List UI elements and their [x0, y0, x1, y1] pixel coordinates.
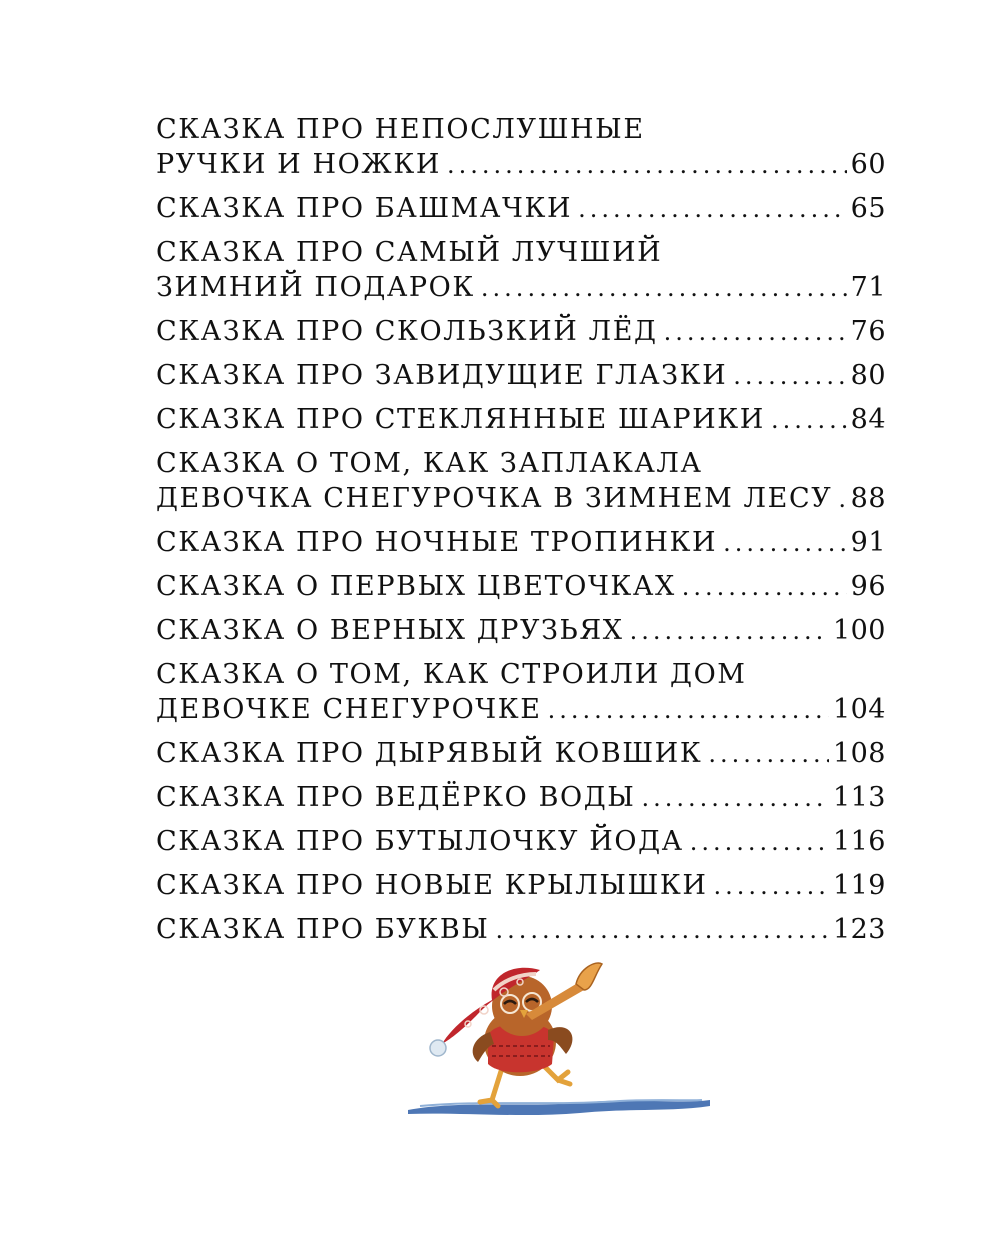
toc-entry-page-number: 88	[850, 483, 886, 514]
dot-leader	[548, 693, 829, 728]
toc-entry	[156, 402, 886, 437]
toc-entry-page-number: 91	[850, 527, 886, 558]
toc-entry-title: ДЕВОЧКЕ СНЕГУРОЧКЕ	[156, 694, 542, 725]
toc-entry	[156, 191, 886, 226]
toc-entry-title: ЗИМНИЙ ПОДАРОК	[156, 272, 475, 303]
owl-leg-left	[480, 1068, 502, 1106]
dot-leader	[714, 869, 829, 904]
toc-entry	[156, 112, 886, 182]
toc-entry-title: РУЧКИ И НОЖКИ	[156, 149, 441, 180]
toc-entry-title-line1: СКАЗКА О ТОМ, КАК ЗАПЛАКАЛА	[156, 448, 703, 479]
dot-leader	[664, 315, 847, 350]
toc-entry-page-number: 96	[850, 571, 886, 602]
toc-entry-title: СКАЗКА ПРО БУКВЫ	[156, 914, 490, 945]
toc-entry-page-number: 76	[850, 316, 886, 347]
toc-entry-page-number: 80	[850, 360, 886, 391]
dot-leader	[690, 825, 829, 860]
toc-entry	[156, 912, 886, 947]
dot-leader	[708, 737, 829, 772]
toc-entry-page-number: 60	[850, 149, 886, 180]
toc-entry	[156, 525, 886, 560]
toc-entry-title-line1: СКАЗКА ПРО НЕПОСЛУШНЫЕ	[156, 114, 645, 145]
toc-entry-title: СКАЗКА О ВЕРНЫХ ДРУЗЬЯХ	[156, 615, 624, 646]
hat-pompom	[430, 1040, 446, 1056]
toc-entry	[156, 358, 886, 393]
toc-entry-title: СКАЗКА ПРО БАШМАЧКИ	[156, 193, 573, 224]
toc-entry-page-number: 104	[832, 694, 886, 725]
toc-entry	[156, 569, 886, 604]
toc-entry-page-number: 65	[850, 193, 886, 224]
toc-entry-title: СКАЗКА ПРО СТЕКЛЯННЫЕ ШАРИКИ	[156, 404, 765, 435]
toc-entry-title: СКАЗКА ПРО НОВЫЕ КРЫЛЫШКИ	[156, 870, 708, 901]
dot-leader	[495, 913, 829, 948]
toc-entry-title: ДЕВОЧКА СНЕГУРОЧКА В ЗИМНЕМ ЛЕСУ	[156, 483, 833, 514]
toc-entry-title-line1: СКАЗКА О ТОМ, КАК СТРОИЛИ ДОМ	[156, 659, 747, 690]
toc-entry-page-number: 100	[832, 615, 886, 646]
dot-leader	[481, 271, 847, 306]
toc-entry-page-number: 116	[832, 826, 886, 857]
toc-entry-title: СКАЗКА ПРО ЗАВИДУЩИЕ ГЛАЗКИ	[156, 360, 728, 391]
toc-entry	[156, 314, 886, 349]
toc-entry	[156, 736, 886, 771]
dot-leader	[682, 570, 847, 605]
toc-entry-title: СКАЗКА ПРО НОЧНЫЕ ТРОПИНКИ	[156, 527, 718, 558]
toc-entry-page-number: 123	[832, 914, 886, 945]
dot-leader	[838, 482, 846, 517]
dot-leader	[723, 526, 847, 561]
toc-entry-title-line1: СКАЗКА ПРО САМЫЙ ЛУЧШИЙ	[156, 237, 663, 268]
toc-entry-title: СКАЗКА ПРО БУТЫЛОЧКУ ЙОДА	[156, 826, 684, 857]
toc-entry	[156, 868, 886, 903]
dot-leader	[447, 148, 847, 183]
table-of-contents	[156, 112, 886, 956]
toc-entry-page-number: 84	[850, 404, 886, 435]
toc-entry-title: СКАЗКА ПРО СКОЛЬЗКИЙ ЛЁД	[156, 316, 658, 347]
owl-with-trumpet-icon	[380, 950, 730, 1130]
dot-leader	[578, 192, 847, 227]
toc-entry-page-number: 71	[850, 272, 886, 303]
toc-entry	[156, 824, 886, 859]
toc-entry	[156, 780, 886, 815]
dot-leader	[733, 359, 846, 394]
toc-entry-page-number: 108	[832, 738, 886, 769]
toc-entry-title: СКАЗКА ПРО ДЫРЯВЫЙ КОВШИК	[156, 738, 703, 769]
toc-entry	[156, 613, 886, 648]
dot-leader	[771, 403, 847, 438]
toc-entry	[156, 657, 886, 727]
toc-entry-title: СКАЗКА О ПЕРВЫХ ЦВЕТОЧКАХ	[156, 571, 676, 602]
toc-entry	[156, 235, 886, 305]
toc-entry-page-number: 113	[832, 782, 886, 813]
dot-leader	[630, 614, 829, 649]
toc-entry	[156, 446, 886, 516]
dot-leader	[641, 781, 828, 816]
toc-entry-page-number: 119	[832, 870, 886, 901]
toc-entry-title: СКАЗКА ПРО ВЕДЁРКО ВОДЫ	[156, 782, 636, 813]
